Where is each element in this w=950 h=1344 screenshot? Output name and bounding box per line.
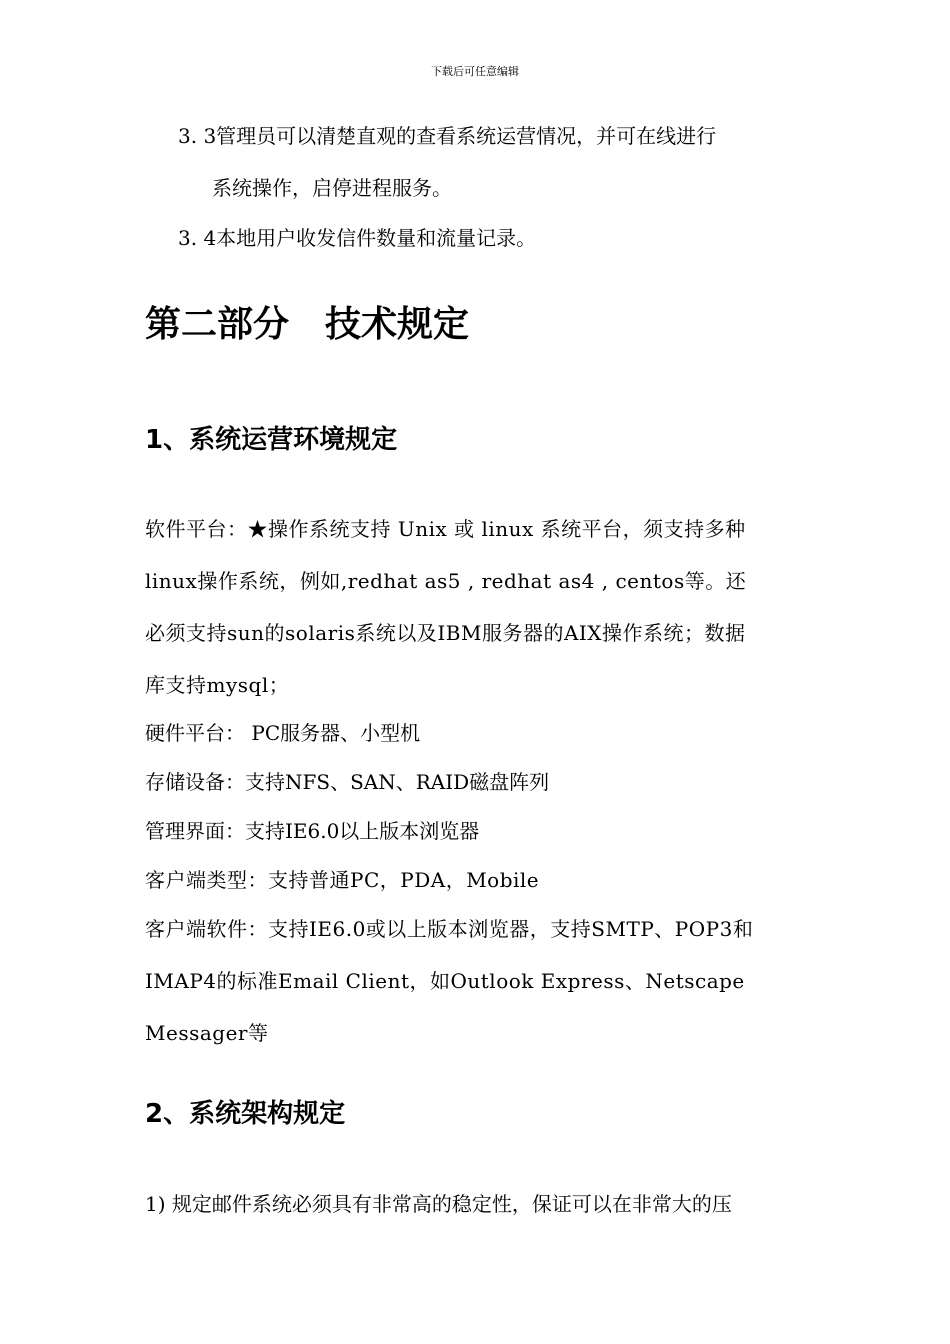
client-type: 客户端类型：支持普通PC，PDA，Mobile [145, 868, 540, 892]
section-1-heading: 1、系统运营环境规定 [145, 425, 398, 455]
page-header: 下载后可任意编辑 [431, 65, 519, 78]
client-software-line1: 客户端软件：支持IE6.0或以上版本浏览器，支持SMTP、POP3和 [145, 917, 754, 941]
storage-devices: 存储设备：支持NFS、SAN、RAID磁盘阵列 [145, 770, 550, 794]
item-3-3-line1: 3. 3管理员可以清楚直观的查看系统运营情况，并可在线进行 [178, 124, 717, 148]
software-platform-line3: 必须支持sun的solaris系统以及IBM服务器的AIX操作系统；数据 [145, 621, 746, 645]
section-2-heading: 2、系统架构规定 [145, 1099, 346, 1129]
part-two-title: 第二部分 技术规定 [145, 304, 470, 345]
client-software-line3: Messager等 [145, 1021, 269, 1045]
client-software-line2: IMAP4的标准Email Client，如Outlook Express、Netscape [145, 969, 745, 993]
item-3-3-line2: 系统操作，启停进程服务。 [212, 176, 452, 200]
item-3-4: 3. 4本地用户收发信件数量和流量记录。 [178, 226, 537, 250]
software-platform-line1: 软件平台：★操作系统支持 Unix 或 linux 系统平台，须支持多种 [145, 517, 746, 541]
software-platform-line2: linux操作系统，例如,redhat as5 , redhat as4 , centos等。还 [145, 569, 747, 593]
architecture-item-1: 1) 规定邮件系统必须具有非常高的稳定性，保证可以在非常大的压 [145, 1192, 732, 1216]
management-interface: 管理界面：支持IE6.0以上版本浏览器 [145, 819, 480, 843]
hardware-platform: 硬件平台： PC服务器、小型机 [145, 721, 421, 745]
software-platform-line4: 库支持mysql； [145, 673, 290, 697]
